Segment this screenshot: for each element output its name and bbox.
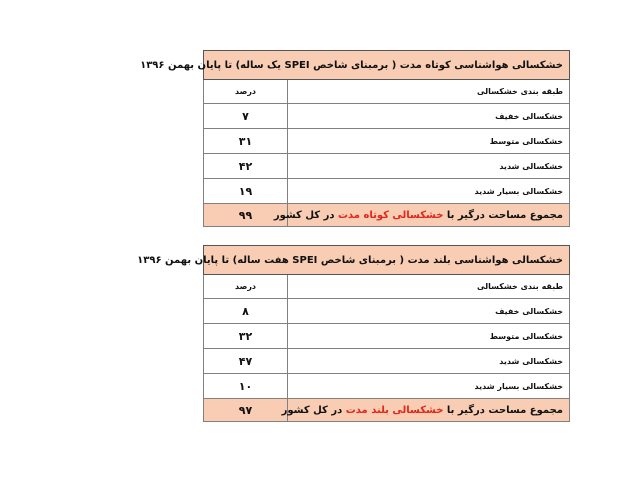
table-row	[204, 154, 570, 179]
total-suffix: در کل کشور	[273, 209, 335, 221]
table-header-row	[204, 275, 570, 299]
row-label: خشکسالی شدید	[288, 349, 570, 374]
row-label: خشکسالی خفیف	[288, 104, 570, 129]
row-label: خشکسالی متوسط	[288, 129, 570, 154]
row-value: ۱۹	[204, 179, 288, 204]
table-row	[204, 324, 570, 349]
column-header-percent: درصد	[204, 80, 288, 104]
column-header-classification: طبقه بندی خشکسالی	[288, 80, 570, 104]
total-prefix: مجموع مساحت درگیر با	[446, 404, 563, 416]
table-title: خشکسالی هواشناسی بلند مدت ( برمبنای شاخص SPEI هفت ساله) تا پایان بهمن ۱۳۹۶	[204, 246, 570, 275]
table-title-row	[204, 246, 570, 275]
total-label	[281, 399, 570, 422]
total-label	[273, 204, 570, 227]
table-row	[204, 179, 570, 204]
table-title: خشکسالی هواشناسی کوتاه مدت ( برمبنای شاخص SPEI یک ساله) تا پایان بهمن ۱۳۹۶	[204, 51, 570, 80]
row-label: خشکسالی متوسط	[288, 324, 570, 349]
total-suffix: در کل کشور	[281, 404, 343, 416]
table-row	[204, 104, 570, 129]
row-value: ۴۲	[204, 154, 288, 179]
total-highlight: خشکسالی کوتاه مدت	[337, 209, 444, 221]
short-term-drought-table	[140, 50, 570, 227]
total-row	[204, 399, 570, 422]
row-value: ۳۱	[204, 129, 288, 154]
table-row	[204, 349, 570, 374]
row-value: ۴۷	[204, 349, 288, 374]
row-label: خشکسالی بسیار شدید	[288, 374, 570, 399]
row-value: ۸	[204, 299, 288, 324]
total-highlight: خشکسالی بلند مدت	[345, 404, 444, 416]
table-row	[204, 129, 570, 154]
row-value: ۳۲	[204, 324, 288, 349]
row-label: خشکسالی شدید	[288, 154, 570, 179]
table-title-row	[204, 51, 570, 80]
table-row	[204, 299, 570, 324]
column-header-classification: طبقه بندی خشکسالی	[288, 275, 570, 299]
column-header-percent: درصد	[204, 275, 288, 299]
total-value: ۹۷	[204, 399, 288, 422]
total-row	[204, 204, 570, 227]
total-prefix: مجموع مساحت درگیر با	[446, 209, 564, 221]
total-value: ۹۹	[204, 204, 288, 227]
row-value: ۱۰	[204, 374, 288, 399]
row-value: ۷	[204, 104, 288, 129]
table-row	[204, 374, 570, 399]
table-header-row	[204, 80, 570, 104]
row-label: خشکسالی بسیار شدید	[288, 179, 570, 204]
long-term-drought-table	[137, 245, 570, 422]
row-label: خشکسالی خفیف	[288, 299, 570, 324]
